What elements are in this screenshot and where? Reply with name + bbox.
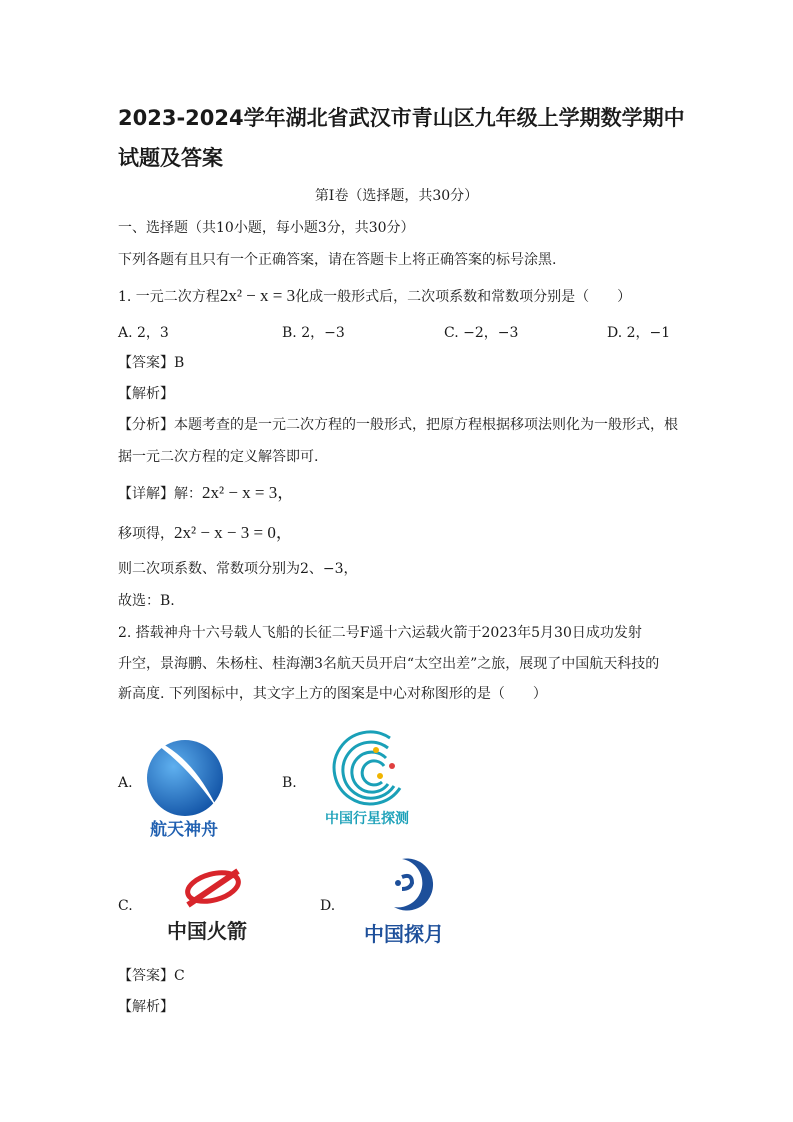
q1-step1-equation: 2x² − x − 3 = 0， <box>174 523 293 542</box>
q1-detail-prefix: 【详解】解： <box>118 486 202 502</box>
q1-analysis-label: 【解析】 <box>118 386 174 402</box>
document-title-line1: 2023-2024学年湖北省武汉市青山区九年级上学期数学期中 <box>118 106 685 130</box>
china-rocket-logo-text: 中国火箭 <box>167 919 247 943</box>
instruction: 下列各题有且只有一个正确答案，请在答题卡上将正确答案的标号涂黑. <box>118 252 557 268</box>
q1-analysis-line2: 据一元二次方程的定义解答即可. <box>118 449 319 465</box>
q2-line3: 新高度. 下列图标中，其文字上方的图案是中心对称图形的是（ ） <box>118 686 547 702</box>
q1-analysis-line1: 【分析】本题考查的是一元二次方程的一般形式，把原方程根据移项法则化为一般形式，根 <box>118 417 678 433</box>
volume-heading: 第Ⅰ卷（选择题，共30分） <box>314 188 479 204</box>
q2-line2: 升空，景海鹏、朱杨柱、桂海潮3名航天员开启“太空出差”之旅，展现了中国航天科技的 <box>118 656 660 672</box>
q1-option-a: A. 2，3 <box>118 325 169 341</box>
q1-option-b: B. 2，−3 <box>282 325 345 341</box>
q2-option-d-label: D. <box>320 898 336 914</box>
question-1 <box>118 286 631 307</box>
q1-equation: 2x² − x = 3 <box>219 286 296 305</box>
q2-option-c-label: C. <box>118 898 133 914</box>
planetary-exploration-logo-text: 中国行星探测 <box>325 811 409 827</box>
china-lunar-logo-text: 中国探月 <box>364 922 444 946</box>
q2-answer: 【答案】C <box>118 968 185 984</box>
q1-detail-equation: 2x² − x = 3， <box>202 483 295 502</box>
q1-answer: 【答案】B <box>118 355 185 371</box>
china-rocket-logo-icon <box>178 865 248 910</box>
q1-option-c: C. −2，−3 <box>444 325 519 341</box>
q1-step2: 则二次项系数、常数项分别为2、−3， <box>118 561 358 577</box>
q2-line1: 2. 搭载神舟十六号载人飞船的长征二号F遥十六运载火箭于2023年5月30日成功发射 <box>118 625 642 641</box>
shenzhou-logo-text: 航天神舟 <box>150 820 218 840</box>
q2-option-a-label: A. <box>118 775 133 791</box>
planetary-exploration-logo-icon <box>330 728 410 808</box>
q2-option-b-label: B. <box>282 775 297 791</box>
section-heading: 一、选择题（共10小题，每小题3分，共30分） <box>118 220 415 236</box>
q1-step1-prefix: 移项得， <box>118 526 174 542</box>
q2-analysis-label: 【解析】 <box>118 999 174 1015</box>
document-title-line2: 试题及答案 <box>118 146 223 170</box>
china-lunar-logo-icon <box>382 855 437 915</box>
q1-prefix: 1. 一元二次方程 <box>118 289 220 305</box>
shenzhou-logo-icon <box>140 730 230 820</box>
q1-option-d: D. 2，−1 <box>607 325 671 341</box>
q1-suffix: 化成一般形式后，二次项系数和常数项分别是（ ） <box>295 289 632 305</box>
q1-detail <box>118 483 294 504</box>
q1-choice: 故选：B. <box>118 593 175 609</box>
q1-step1 <box>118 523 293 544</box>
